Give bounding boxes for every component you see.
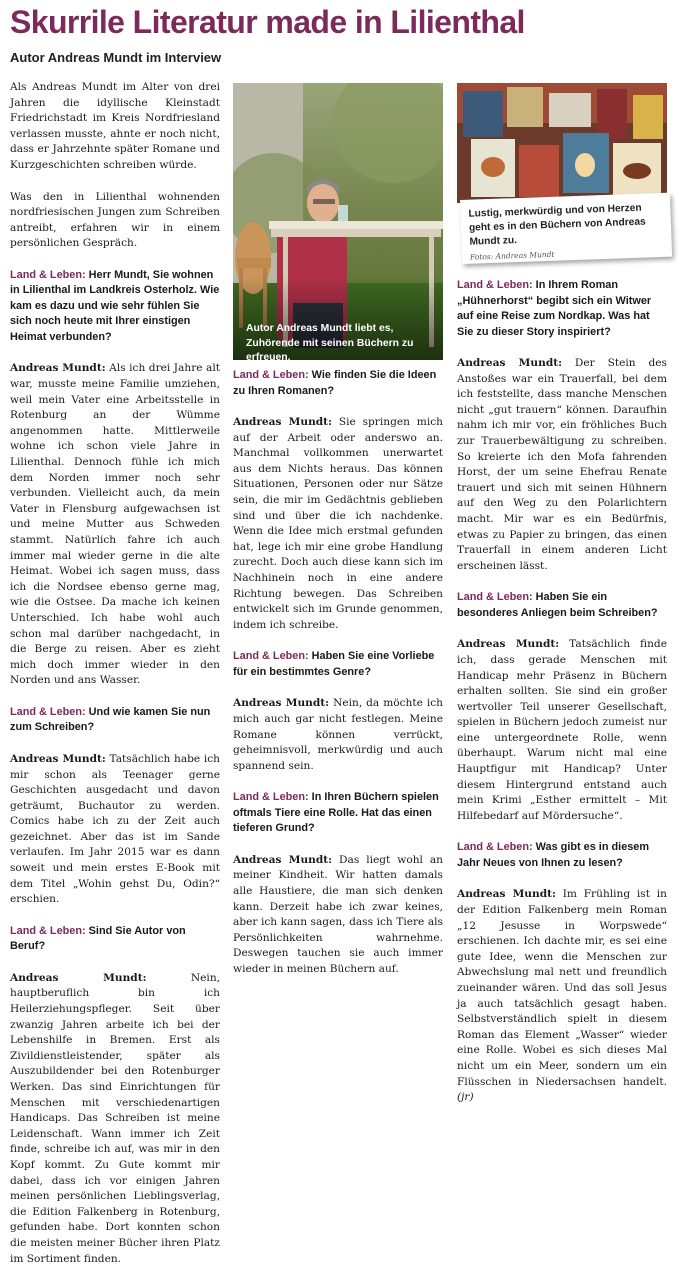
answer-text: Nein, hauptberuflich bin ich Heilerziehungspfleger. Seit über zwanzig Jahren arbeite ich bei der Lebenshilfe in Bremen. Erst als Zivildienstleistender, später als Auszubildender bei den Rotenburger Werken. Das sind Einrichtungen für Menschen mit verschiedenartigen Handicaps. Das Schreiben ist meine Leidenschaft. Wann immer ich Zeit finde, schreibe ich auf, was mir in den Kopf kommt. Zu Gute kommt mir dabei, dass ich vor einigen Jahren meinen persönlichen Lieblingsverlag, die Edition Falkenberg in Rotenburg, gefunden habe. Dort konnten schon die meisten meiner Bücher ihren Platz im Sortiment finden. <box>10 971 221 1265</box>
interview-question <box>233 368 443 399</box>
speaker-label: Andreas Mundt: <box>10 971 147 984</box>
question-text: Wie finden Sie die Ideen zu Ihren Romanen? <box>233 369 437 397</box>
question-text: Herr Mundt, Sie wohnen in Lilienthal im Landkreis Osterholz. Wie kam es dazu und wie sehr fühlen Sie sich noch heute mit Ihrer einstigen Heimat verbunden? <box>10 268 220 343</box>
interviewer-label: Land & Leben: <box>10 705 86 718</box>
interview-question <box>457 590 667 621</box>
speaker-label: Andreas Mundt: <box>457 638 560 651</box>
books-illustration <box>457 83 667 203</box>
interview-answer <box>10 971 220 1267</box>
interviewer-label: Land & Leben: <box>457 279 533 291</box>
interview-question <box>233 790 443 837</box>
interview-answer <box>457 356 667 574</box>
author-portrait-photo <box>233 83 443 360</box>
interview-question <box>10 268 220 346</box>
interview-question <box>457 840 667 871</box>
interviewer-label: Land & Leben: <box>233 791 309 804</box>
interview-question <box>233 649 443 680</box>
question-text: Sind Sie Autor von Beruf? <box>10 924 186 953</box>
interview-question <box>10 924 220 955</box>
photo-credit: Fotos: Andreas Mundt <box>469 249 555 262</box>
answer-text: Das liegt wohl an meiner Kindheit. Wir hatten damals alle Haustiere, die man sich denken kann. Derzeit habe ich zwar keines, aber ich kann sagen, dass ich Tiere als Persönlichkeiten wahrnehme. Deswegen tauchen sie auch immer wieder in meinen Büchern auf. <box>233 853 443 975</box>
answer-text: Im Frühling ist in der Edition Falkenberg mein Roman „12 Jesusse in Worpswede“ erschienen. Ich dachte mir, es sei eine gute Idee, wenn die Menschen zur Abwechslung mal nett und freundlich zueinander wären. Und das soll Jesus ja auch tatsächlich gesagt haben. Selbstverständlich spielt in diesem Roman das Element „Wasser“ wieder eine Rolle. Wobei es sich dieses Mal nicht um ein Meer, sondern um ein Flüsschen in Niedersachsen handelt. <box>457 888 667 1088</box>
interviewer-label: Land & Leben: <box>457 591 533 604</box>
text-column-2 <box>233 368 443 994</box>
interview-answer <box>10 752 220 908</box>
question-text: Und wie kamen Sie nun zum Schreiben? <box>10 705 211 734</box>
speaker-label: Andreas Mundt: <box>233 697 330 710</box>
speaker-label: Andreas Mundt: <box>457 357 563 369</box>
article-title: Skurrile Literatur made in Lilienthal <box>10 4 525 40</box>
interviewer-label: Land & Leben: <box>457 841 533 854</box>
answer-text: Sie springen mich auf der Arbeit oder anderswo an. Manchmal vollkommen unerwartet aus dem Nichts heraus. Das können Situationen, Personen oder nur Sätze sein, die mir im Gedächtnis geblieben sind und über die ich nachdenke. Wenn die Idee mich erstmal gefunden hat, lege ich mir eine grobe Handlung zurecht. Doch auch diese kann sich im Nachhinein noch in eine andere Richtung bewegen. Das Schreiben entwickelt sich im Grunde genommen, indem ich schreibe. <box>233 416 443 631</box>
interviewer-label: Land & Leben: <box>10 924 86 937</box>
answer-text: Nein, da möchte ich mich auch gar nicht festlegen. Meine Romane können verrückt, geheimnisvoll, merkwürdig und auch spannend sein. <box>233 697 444 772</box>
question-text: Haben Sie ein besonderes Anliegen beim Schreiben? <box>457 591 658 619</box>
question-text: Was gibt es in diesem Jahr Neues von Ihnen zu lesen? <box>457 841 650 869</box>
interviewer-label: Land & Leben: <box>233 369 309 381</box>
speaker-label: Andreas Mundt: <box>233 416 332 428</box>
answer-text: Tatsächlich finde ich, dass gerade Menschen mit Handicap mehr Präsenz in Büchern erhalten sollten. Sie sind ein großer wertvoller Teil unserer Gesellschaft, spielen in Büchern jedoch zumeist nur eine untergeordnete Rolle, wenn überhaupt. Warum nicht mal eine Hauptfigur mit Handicap? Unter diesem Hintergrund entstand auch mein Krimi „Esther ermittelt – Mit Hilfebedarf auf Mördersuche“. <box>457 638 667 822</box>
portrait-illustration <box>233 83 443 360</box>
answer-text: Tatsächlich habe ich mir schon als Teenager gerne Geschichten ausgedacht und davon geträumt, Buchautor zu werden. Comics habe ich zu der Zeit auch gezeichnet. Aber das ist im Sande verlaufen. Im Jahr 2015 war es dann soweit und mein erstes E-Book mit dem Titel „Wohin gehst Du, Odin?“ erschien. <box>10 752 220 906</box>
interview-answer <box>233 696 443 774</box>
books-caption: Lustig, merkwürdig und von Herzen geht es in den Büchern von Andreas Mundt zu. <box>468 202 646 248</box>
interview-answer <box>10 361 220 688</box>
interviewer-label: Land & Leben: <box>10 268 86 281</box>
intro-paragraph: Was den in Lilienthal wohnenden nordfriesischen Jungen zum Schreiben antreibt, erfahren wir in einem persönlichen Gespräch. <box>10 190 220 250</box>
speaker-label: Andreas Mundt: <box>457 888 556 901</box>
answer-text: Als ich drei Jahre alt war, musste meine Familie umziehen, weil mein Vater eine Arbeitsstelle in Rotenburg an der Wümme angenommen hatte. Mittlerweile wohne ich schon viele Jahre in Lilienthal. Dennoch fühle ich mich dem Norden immer noch sehr verbunden. Vielleicht auch, da mein Vater in Flensburg aufgewachsen ist und meine Mutter aus Schweden stammt. Natürlich fahre ich auch immer mal wieder gerne in die alte Heimat. Wobei ich sagen muss, dass ich die Nordsee ebenso gerne mag, wie die Ostsee. Da mache ich keinen Unterschied. Ich habe wohl auch schon mal darüber nachgedacht, in die Berge zu reisen. Aber es zieht mich doch immer wieder in den Norden und ans Wasser. <box>10 362 220 687</box>
speaker-label: Andreas Mundt: <box>10 362 106 375</box>
interview-answer <box>457 637 667 824</box>
books-photo <box>457 83 667 203</box>
portrait-caption: Autor Andreas Mundt liebt es, Zuhörende mit seinen Büchern zu erfreuen. <box>246 323 414 363</box>
text-column-3 <box>457 278 667 1122</box>
speaker-label: Andreas Mundt: <box>10 752 106 765</box>
article-subtitle: Autor Andreas Mundt im Interview <box>10 50 222 65</box>
question-text: In Ihrem Roman „Hühnerhorst“ begibt sich ein Witwer auf eine Reise zum Nordkap. Was hat Sie zu dieser Story inspiriert? <box>457 279 652 338</box>
answer-text: Der Stein des Anstoßes war ein Trauerfall, bei dem ich feststellte, dass manche Menschen nicht „gut trauern“ können. Daraufhin nahm ich mir vor, ein fröhliches Buch zur Trauerbewältigung zu schreiben. So kreierte ich den Mofa fahrenden Horst, der um seine Ehefrau Renate trauert und sich mit seinen Hühnern auf den Weg zu den Polarlichtern macht. Mir war es ein Bedürfnis, etwas zu Papier zu bringen, das einen Trauerfall in einem anderen Licht erscheinen lässt. <box>457 357 667 572</box>
interview-answer <box>233 853 443 978</box>
speaker-label: Andreas Mundt: <box>233 853 333 866</box>
interview-answer <box>457 887 667 1105</box>
interviewer-label: Land & Leben: <box>233 650 309 663</box>
author-signature: (jr) <box>457 1091 474 1104</box>
books-caption-box <box>460 193 672 264</box>
text-column-1 <box>10 80 220 1283</box>
interview-question <box>457 278 667 340</box>
interview-answer <box>233 415 443 633</box>
question-text: Haben Sie eine Vorliebe für ein bestimmtes Genre? <box>233 650 435 678</box>
interview-question <box>10 705 220 736</box>
question-text: In Ihren Büchern spielen oftmals Tiere eine Rolle. Hat das einen tieferen Grund? <box>233 791 439 835</box>
intro-paragraph: Als Andreas Mundt im Alter von drei Jahren die idyllische Kleinstadt Friedrichstadt im Kreis Nordfriesland verlassen musste, ahnte er noch nicht, dass er Jahrzehnte später Romane und Kurzgeschichten schreiben würde. <box>10 81 220 171</box>
